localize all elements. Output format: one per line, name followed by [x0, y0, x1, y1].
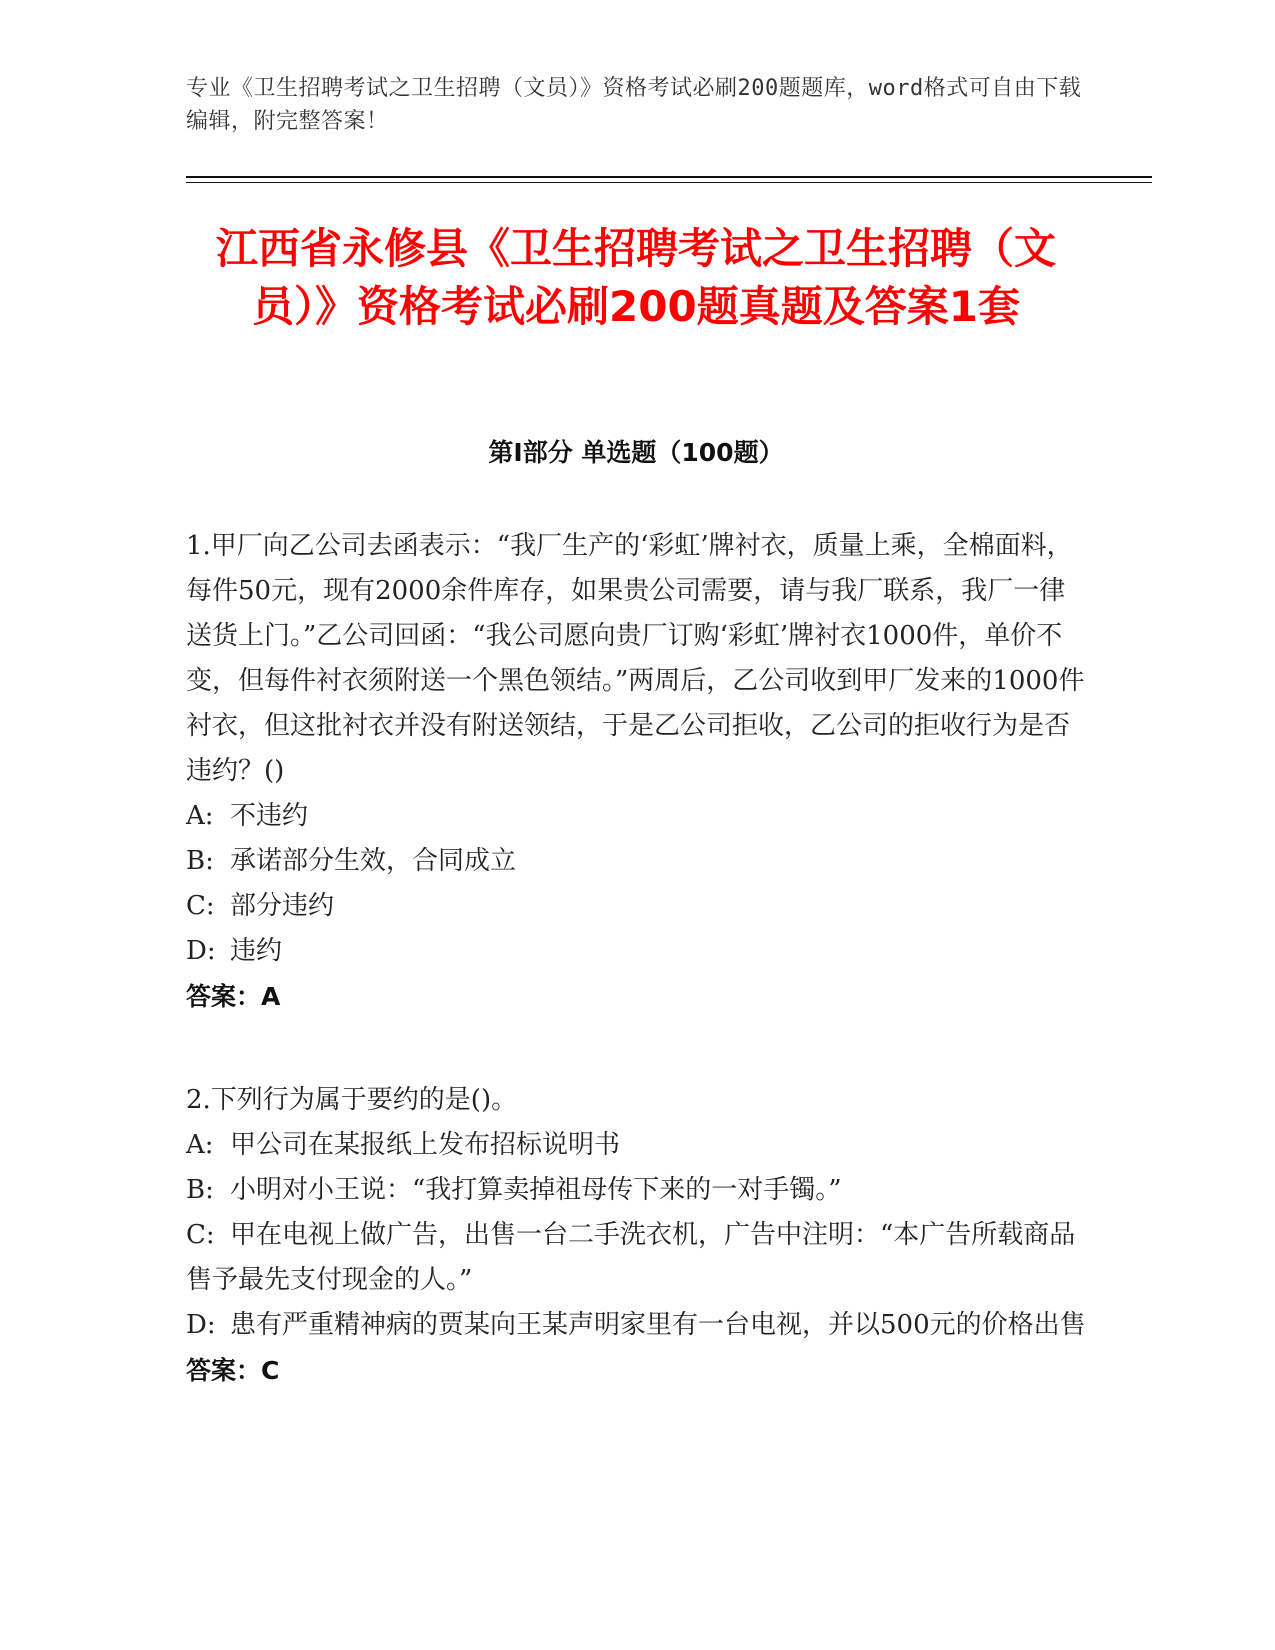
answer-line: 答案：C [186, 1356, 280, 1385]
option-letter: C: [186, 1220, 215, 1250]
question-text: 1.甲厂向乙公司去函表示：“我厂生产的‘彩虹’牌衬衣，质量上乘，全棉面料，每件50元，现有2000余件库存，如果贵公司需要，请与我厂联系，我厂一律送货上门。”乙公司回函：“我公司愿向贵厂订购‘彩虹’牌衬衣1000件，单价不变，但每件衬衣须附送一个黑色领结。”两周后，乙公司收到甲厂发来的1000件衬衣，但这批衬衣并没有附送领结，于是乙公司拒收，乙公司的拒收行为是否违约？() [186, 531, 1085, 786]
option-letter: B: [186, 1175, 214, 1205]
option-text: 小明对小王说：“我打算卖掉祖母传下来的一对手镯。” [230, 1175, 842, 1205]
option-text: 部分违约 [230, 891, 335, 921]
option-b [186, 839, 1086, 884]
option-text: 甲公司在某报纸上发布招标说明书 [230, 1130, 621, 1160]
option-letter: D: [186, 936, 216, 966]
option-letter: D: [186, 1310, 216, 1340]
section-title: 第I部分 单选题（100题） [488, 438, 784, 467]
option-d [186, 929, 1086, 974]
option-text: 承诺部分生效，合同成立 [230, 846, 517, 876]
option-letter: B: [186, 846, 214, 876]
option-d [186, 1303, 1086, 1348]
option-b [186, 1168, 1086, 1213]
header-rule-thick [186, 176, 1152, 178]
question-block [186, 524, 1086, 1019]
option-text: 不违约 [230, 801, 309, 831]
option-letter: A: [186, 801, 214, 831]
option-text: 甲在电视上做广告，出售一台二手洗衣机，广告中注明：“本广告所载商品售予最先支付现金的人。” [186, 1220, 1076, 1295]
option-letter: C: [186, 891, 215, 921]
option-text: 患有严重精神病的贾某向王某声明家里有一台电视，并以500元的价格出售 [230, 1310, 1086, 1340]
header-rule-thin [186, 182, 1152, 183]
option-letter: A: [186, 1130, 214, 1160]
option-c [186, 884, 1086, 929]
document-title: 江西省永修县《卫生招聘考试之卫生招聘（文员）》资格考试必刷200题真题及答案1套 [215, 224, 1056, 331]
option-c [186, 1213, 1086, 1303]
answer-line: 答案：A [186, 982, 281, 1011]
option-text: 违约 [230, 936, 283, 966]
question-text: 2.下列行为属于要约的是()。 [186, 1085, 518, 1115]
question-block [186, 1078, 1086, 1393]
header-note: 专业《卫生招聘考试之卫生招聘（文员）》资格考试必刷200题题库，word格式可自由下载编辑，附完整答案！ [186, 76, 1082, 134]
option-a [186, 794, 1086, 839]
option-a [186, 1123, 1086, 1168]
